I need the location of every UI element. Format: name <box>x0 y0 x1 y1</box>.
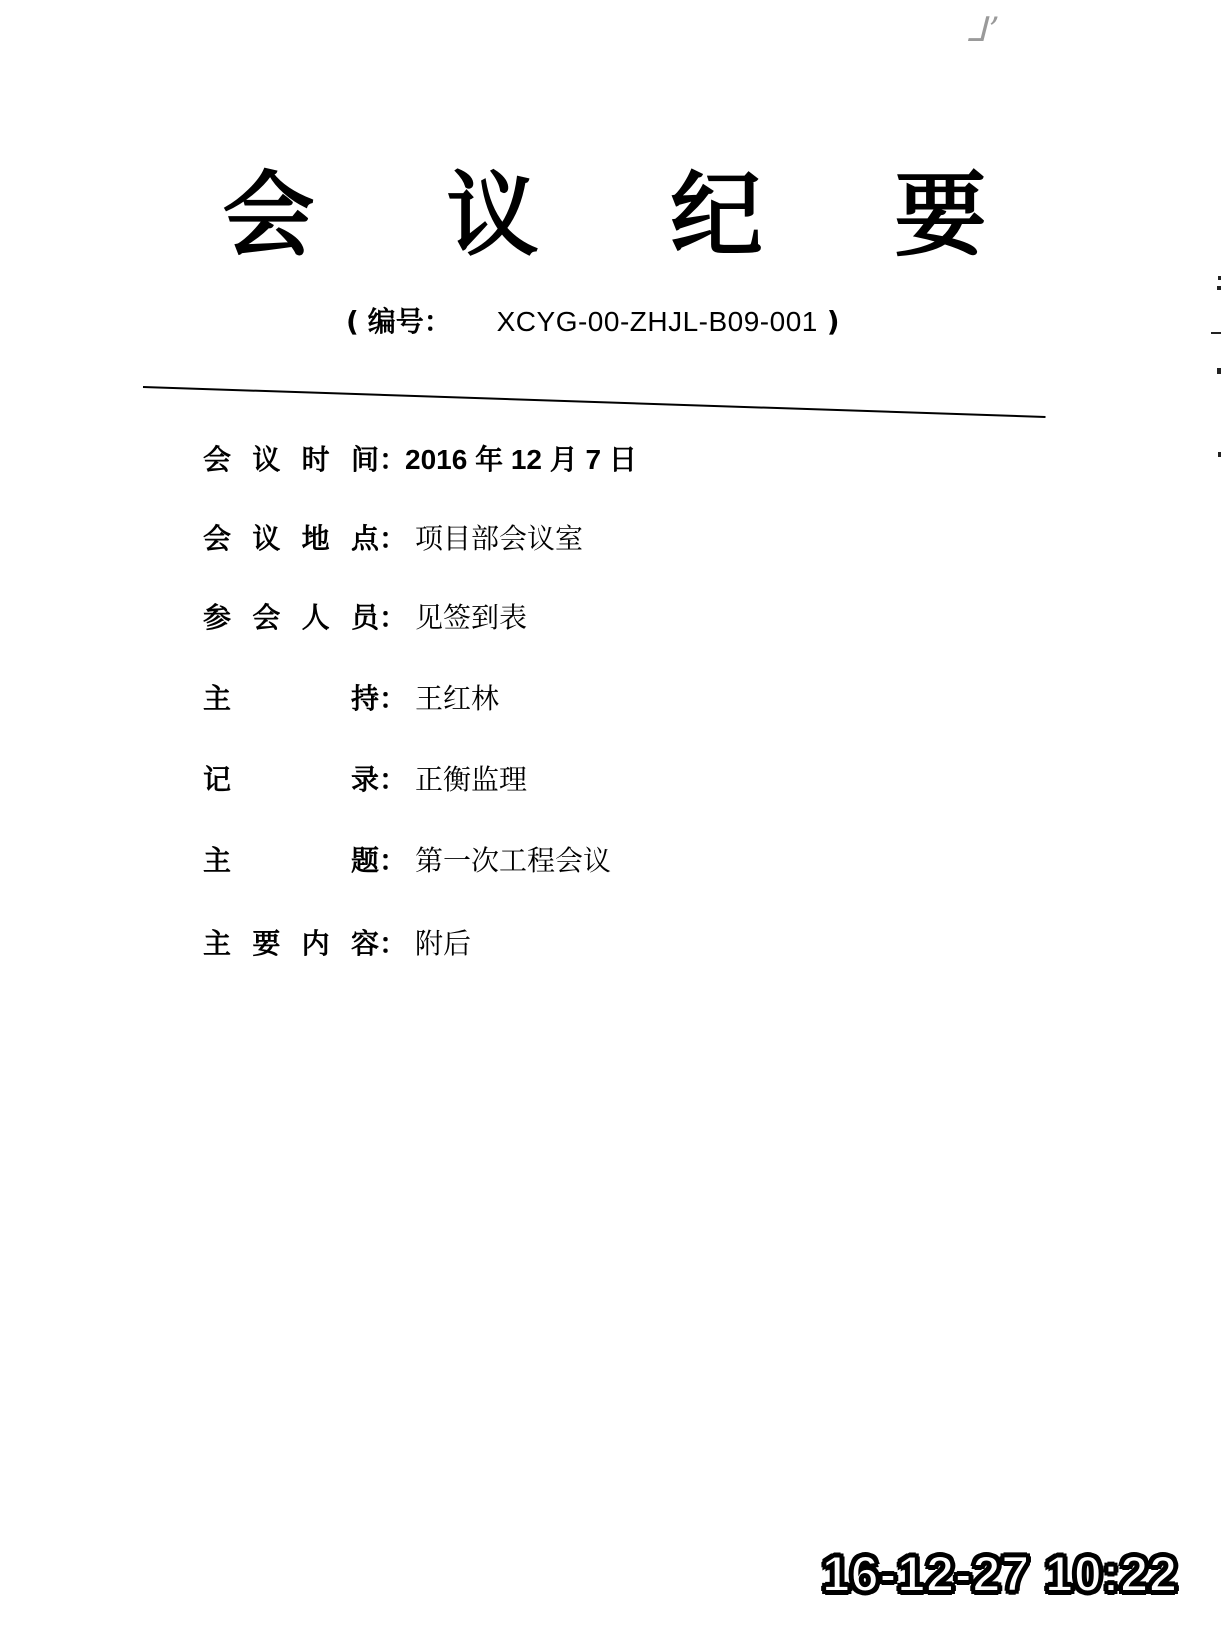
field-label: 主持 <box>203 682 379 715</box>
field-attendees <box>203 598 527 638</box>
field-meeting-time <box>203 440 637 480</box>
open-bracket: ( <box>346 305 359 338</box>
field-colon: ： <box>379 763 408 796</box>
field-label: 参会人员 <box>203 601 379 634</box>
document-title: 会 议 纪 要 <box>222 162 1037 269</box>
document-number-label: 编号： <box>367 305 452 338</box>
handwritten-mark: ᒧ’ <box>966 10 1002 50</box>
field-recorder <box>203 760 527 800</box>
field-subject <box>203 841 611 881</box>
field-main-content <box>203 924 471 964</box>
field-value: 正衡监理 <box>415 763 528 796</box>
header-divider <box>143 386 1046 418</box>
field-value: 项目部会议室 <box>415 522 584 555</box>
field-colon: ： <box>379 844 408 877</box>
scan-edge-marks <box>1207 276 1221 476</box>
field-value: 附后 <box>415 927 472 960</box>
field-value: 王红林 <box>415 682 500 715</box>
field-label: 记录 <box>203 763 379 796</box>
field-colon: ： <box>379 522 408 555</box>
field-colon: ： <box>379 682 408 715</box>
field-colon: ： <box>379 601 408 634</box>
document-number-value: XCYG-00-ZHJL-B09-001 <box>496 306 818 337</box>
close-bracket: ) <box>826 305 840 338</box>
field-host <box>203 679 499 719</box>
field-label: 主要内容 <box>203 927 379 960</box>
document-number <box>346 300 840 340</box>
field-colon: ： <box>379 927 408 960</box>
field-label: 会议时间 <box>203 443 379 476</box>
scan-timestamp: 16-12-27 10:22 <box>822 1546 1178 1602</box>
field-colon: ： <box>379 443 408 476</box>
field-value: 见签到表 <box>415 601 528 634</box>
field-value: 第一次工程会议 <box>415 844 612 877</box>
field-label: 主题 <box>203 844 379 877</box>
field-meeting-location <box>203 519 583 559</box>
field-value: 2016 年 12 月 7 日 <box>405 444 637 475</box>
field-label: 会议地点 <box>203 522 379 555</box>
